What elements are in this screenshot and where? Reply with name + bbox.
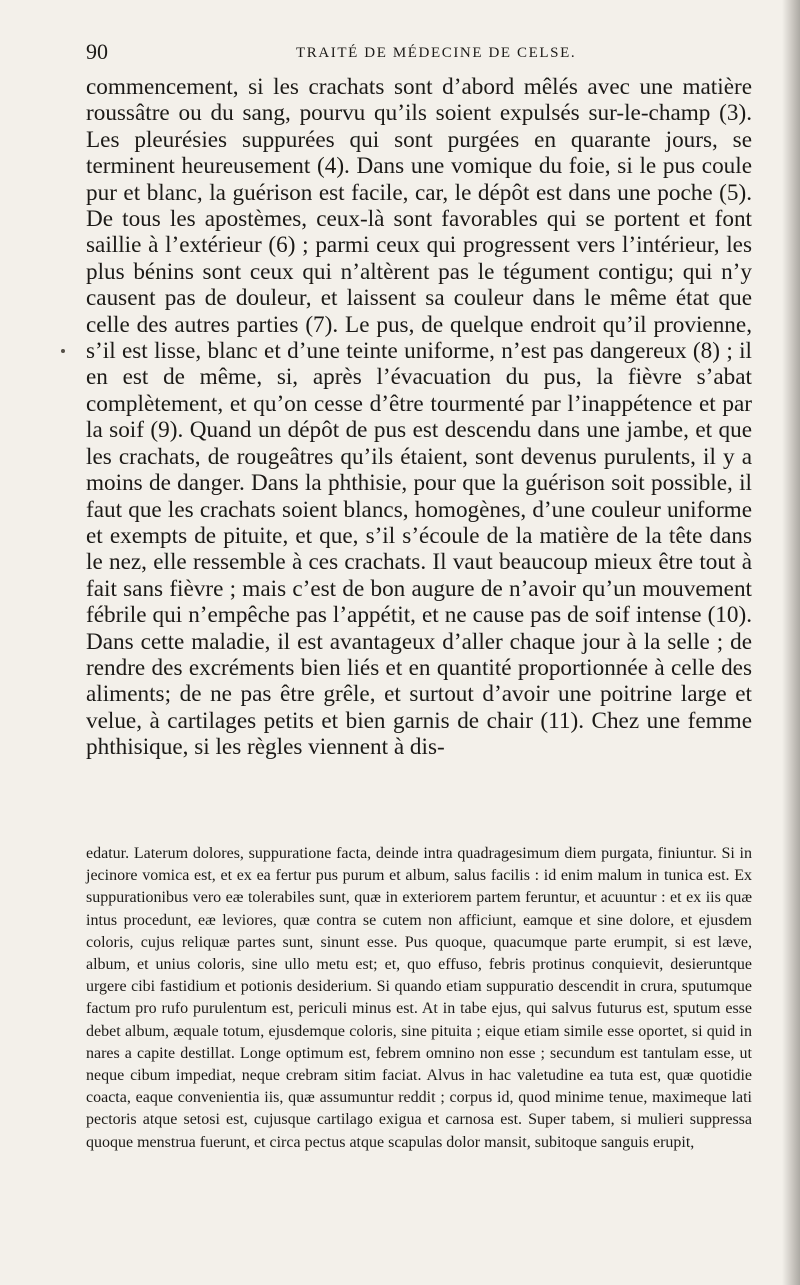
main-text-block: [86, 74, 752, 761]
page-number: 90: [86, 39, 108, 64]
page-edge-shadow: [782, 0, 800, 1285]
footnote-paragraph: edatur. Laterum dolores, suppuratione facta, deinde intra quadragesimum diem purgata, finiuntur. Si in jecinore vomica est, et ex ea fertur pus purum et album, salus facilis : id enim malum in tunica est. Ex suppurationibus vero eæ tolerabiles sunt, quæ in exteriorem partem feruntur, et acuuntur : et ex iis quæ intus procedunt, eæ leviores, quæ contra se cutem non afficiunt, eamque et sine dolore, et ejusdem coloris, cujus reliquæ partes sunt, sinunt esse. Pus quoque, quacumque parte erumpit, si est læve, album, et unius coloris, sine ullo metu est; et, quo effuso, febris protinus conquievit, desieruntque urgere cibi fastidium et potionis desiderium. Si quando etiam suppuratio descendit in crura, sputumque factum pro rufo purulentum est, periculi minus est. At in tabe ejus, qui salvus futurus est, sputum esse debet album, æquale totum, ejusdemque coloris, sine pituita ; eique etiam simile esse oportet, si quid in nares a capite destillat. Longe optimum est, febrem omnino non esse ; secundum est tantulam esse, ut neque cibum impediat, neque crebram sitim faciat. Alvus in hac valetudine ea tuta est, quæ quotidie coacta, eaque convenientia iis, quæ assumuntur reddit ; corpus id, quod minime tenue, maximeque lati pectoris atque setosi est, cujusque cartilago exigua et carnosa est. Super tabem, si mulieri suppressa quoque menstrua fuerunt, et circa pectus atque scapulas dolor mansit, subitoque sanguis erupit,: [86, 845, 752, 1151]
margin-mark: [61, 349, 65, 353]
footnote-block: [86, 843, 752, 1154]
running-head: TRAITÉ DE MÉDECINE DE CELSE.: [296, 45, 577, 61]
main-paragraph: commencement, si les crachats sont d’abord mêlés avec une matière roussâtre ou du sang, pourvu qu’ils soient expulsés sur-le-champ (3). Les pleurésies suppurées qui sont purgées en quarante jours, se terminent heureusement (4). Dans une vomique du foie, si le pus coule pur et blanc, la guérison est facile, car, le dépôt est dans une poche (5). De tous les apostèmes, ceux-là sont favorables qui se portent et font saillie à l’extérieur (6) ; parmi ceux qui progressent vers l’intérieur, les plus bénins sont ceux qui n’altèrent pas le tégument contigu; qui n’y causent pas de douleur, et laissent sa couleur dans le même état que celle des autres parties (7). Le pus, de quelque endroit qu’il provienne, s’il est lisse, blanc et d’une teinte uniforme, n’est pas dangereux (8) ; il en est de même, si, après l’évacuation du pus, la fièvre s’abat complètement, et qu’on cesse d’être tourmenté par l’inappétence et par la soif (9). Quand un dépôt de pus est descendu dans une jambe, et que les crachats, de rougeâtres qu’ils étaient, sont devenus purulents, il y a moins de danger. Dans la phthisie, pour que la guérison soit possible, il faut que les crachats soient blancs, homogènes, d’une couleur uniforme et exempts de pituite, et que, s’il s’écoule de la matière de la tête dans le nez, elle ressemble à ces crachats. Il vaut beaucoup mieux être tout à fait sans fièvre ; mais c’est de bon augure de n’avoir qu’un mouvement fébrile qui n’empêche pas l’appétit, et ne cause pas de soif intense (10). Dans cette maladie, il est avantageux d’aller chaque jour à la selle ; de rendre des excréments bien liés et en quantité proportionnée à celle des aliments; de ne pas être grêle, et surtout d’avoir une poitrine large et velue, à cartilages petits et bien garnis de chair (11). Chez une femme phthisique, si les règles viennent à dis-: [86, 74, 752, 761]
page-header: [86, 38, 766, 68]
